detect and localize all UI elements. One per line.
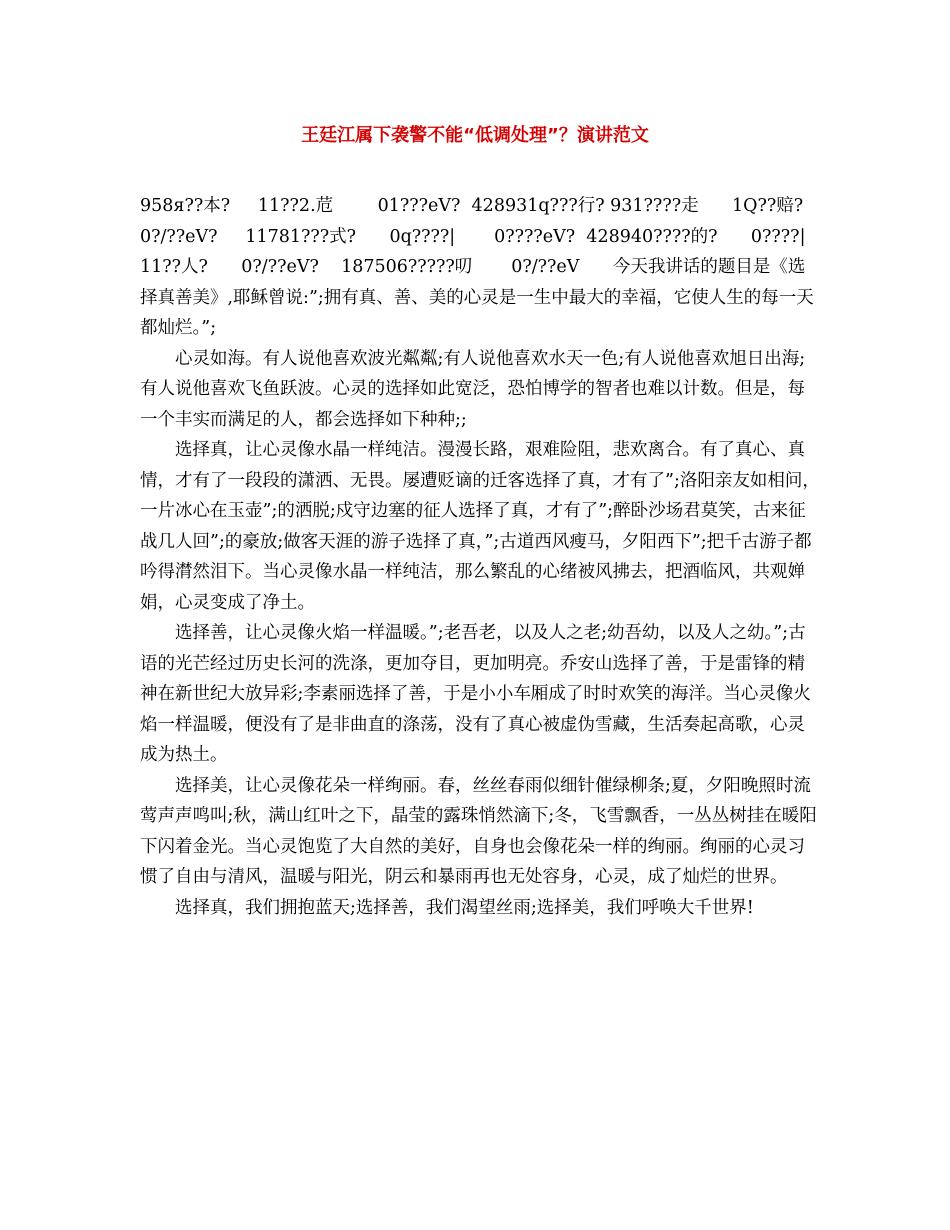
paragraph-conclusion: 选择真，我们拥抱蓝天;选择善，我们渴望丝雨;选择美，我们呼唤大千世界! (175, 897, 754, 918)
document-title: 王廷江属下袭警不能“低调处理”？演讲范文 (301, 125, 649, 146)
garbled-line-3: 11??人? 0?/??eV? 187506?????叨 0?/??eV (140, 257, 580, 277)
intro-text: 今天我讲话的题目是《选择真善美》,耶稣曾说:”;拥有真、善、美的心灵是一生中最大的幸福，它使人生的每一天都灿烂。”; (140, 257, 814, 338)
paragraph-heart-sea: 心灵如海。有人说他喜欢波光粼粼;有人说他喜欢水天一色;有人说他喜欢旭日出海;有人说他喜欢飞鱼跃波。心灵的选择如此宽泛，恐怕博学的智者也难以计数。但是，每一个丰实而满足的人，都会选择如下种种;; (140, 348, 806, 430)
paragraph-choose-goodness: 选择善，让心灵像火焰一样温暖。”;老吾老，以及人之老;幼吾幼，以及人之幼。”;古语的光芒经过历史长河的洗涤，更加夺目，更加明亮。乔安山选择了善，于是雷锋的精神在新世纪大放异彩;李素丽选择了善，于是小小车厢成了时时欢笑的海洋。当心灵像火焰一样温暖，便没有了是非曲直的涤荡，没有了真心被虚伪雪藏，生活奏起高歌，心灵成为热土。 (140, 623, 811, 765)
paragraph-choose-beauty: 选择美，让心灵像花朵一样绚丽。春，丝丝春雨似细针催绿柳条;夏，夕阳晚照时流莺声声鸣叫;秋，满山红叶之下，晶莹的露珠悄然滴下;冬，飞雪飘香，一丛丛树挂在暖阳下闪着金光。当心灵饱览了大自然的美好，自身也会像花朵一样的绚丽。绚丽的心灵习惯了自由与清风，温暖与阳光，阴云和暴雨再也无处容身，心灵，成了灿烂的世界。 (140, 775, 817, 887)
intro-paragraph (140, 252, 820, 344)
garbled-line-1: 958я??本? 11??2.苊 01???eV? 428931q???行? 931????走 1Q??赔? (140, 196, 804, 216)
paragraph-choose-truth: 选择真，让心灵像水晶一样纯洁。漫漫长路，艰难险阻，悲欢离合。有了真心、真情，才有了一段段的潇洒、无畏。屡遭贬谪的迁客选择了真，才有了”;洛阳亲友如相问，一片冰心在玉壶”;的洒脱;戍守边塞的征人选择了真，才有了”;醉卧沙场君莫笑，古来征战几人回”;的豪放;做客天涯的游子选择了真，”;古道西风瘦马，夕阳西下”;把千古游子都吟得潸然泪下。当心灵像水晶一样纯洁，那么繁乱的心绪被风拂去，把酒临风，共观婵娟，心灵变成了净土。 (140, 440, 820, 613)
garbled-line-2: 0?/??eV? 11781???式? 0q????| 0????eV? 428940????的? 0????| (140, 226, 806, 247)
document-body (140, 191, 820, 923)
